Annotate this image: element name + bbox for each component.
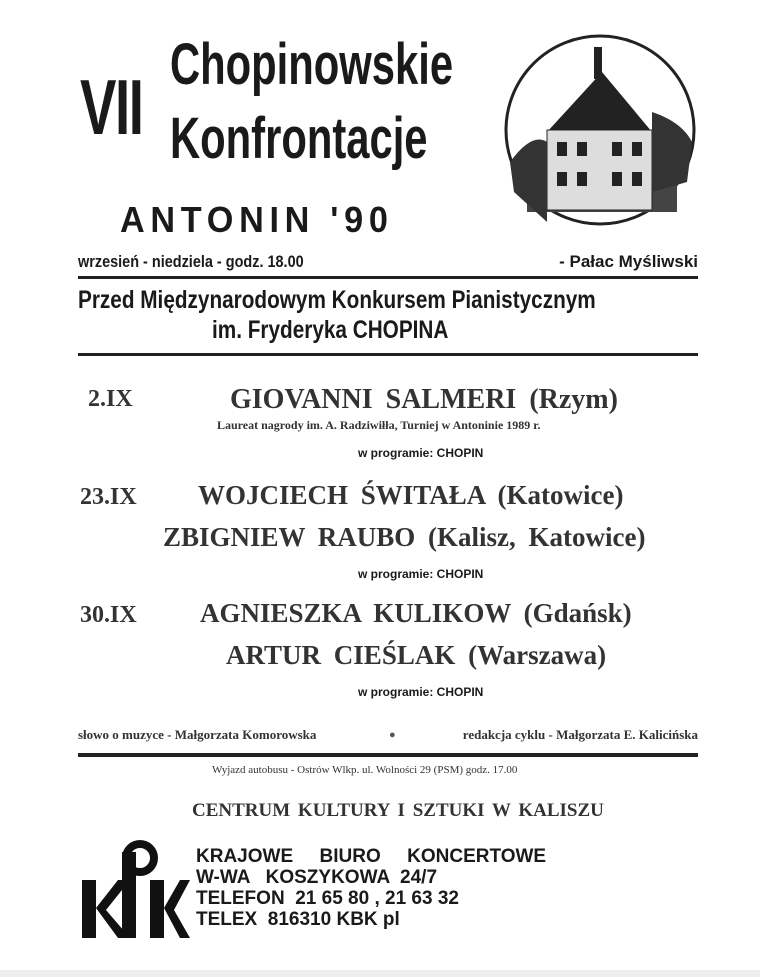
divider: [78, 353, 698, 356]
program: w programie: CHOPIN: [358, 685, 484, 699]
concert-date: 23.IX: [80, 484, 137, 510]
performer: GIOVANNI SALMERI (Rzym): [230, 384, 618, 415]
concert-date: 30.IX: [80, 602, 137, 628]
intro-line1: Przed Międzynarodowym Konkursem Pianistycznym: [78, 286, 596, 314]
performer: ZBIGNIEW RAUBO (Kalisz, Katowice): [163, 522, 646, 552]
title-line2: Konfrontacje: [170, 106, 428, 171]
palace-illustration: [502, 32, 698, 228]
title-line1: Chopinowskie: [170, 32, 454, 97]
performer: WOJCIECH ŚWITAŁA (Katowice): [198, 480, 624, 510]
bullet-icon: ●: [389, 729, 396, 741]
kbk-line1: KRAJOWE BIURO KONCERTOWE: [196, 846, 547, 867]
program: w programie: CHOPIN: [358, 446, 484, 460]
divider: [78, 276, 698, 279]
organizer: CENTRUM KULTURY I SZTUKI W KALISZU: [192, 800, 604, 821]
performer: AGNIESZKA KULIKOW (Gdańsk): [200, 598, 632, 628]
program: w programie: CHOPIN: [358, 567, 484, 581]
subtitle: ANTONIN '90: [120, 199, 394, 240]
edition-number: VII: [80, 63, 143, 151]
kbk-telex: TELEX 816310 KBK pl: [196, 909, 400, 930]
page-edge: [0, 970, 760, 977]
bus-info: Wyjazd autobusu - Ostrów Wlkp. ul. Wolności 29 (PSM) godz. 17.00: [212, 764, 518, 776]
kbk-address: [196, 846, 546, 930]
kbk-line2: W-WA KOSZYKOWA 24/7: [196, 867, 438, 888]
kbk-phone: TELEFON 21 65 80 , 21 63 32: [196, 888, 459, 909]
credit-right: redakcja cyklu - Małgorzata E. Kalicińska: [462, 727, 698, 742]
divider: [78, 753, 698, 757]
venue: - Pałac Myśliwski: [559, 252, 698, 271]
kbk-logo: [80, 840, 190, 940]
date-time: wrzesień - niedziela - godz. 18.00: [78, 252, 304, 271]
credit-left: słowo o muzyce - Małgorzata Komorowska: [78, 727, 317, 742]
performer: ARTUR CIEŚLAK (Warszawa): [226, 640, 607, 670]
performer-note: Laureat nagrody im. A. Radziwiłła, Turniej w Antoninie 1989 r.: [217, 418, 541, 432]
concert-date: 2.IX: [88, 386, 133, 412]
intro-line2: im. Fryderyka CHOPINA: [212, 316, 449, 344]
